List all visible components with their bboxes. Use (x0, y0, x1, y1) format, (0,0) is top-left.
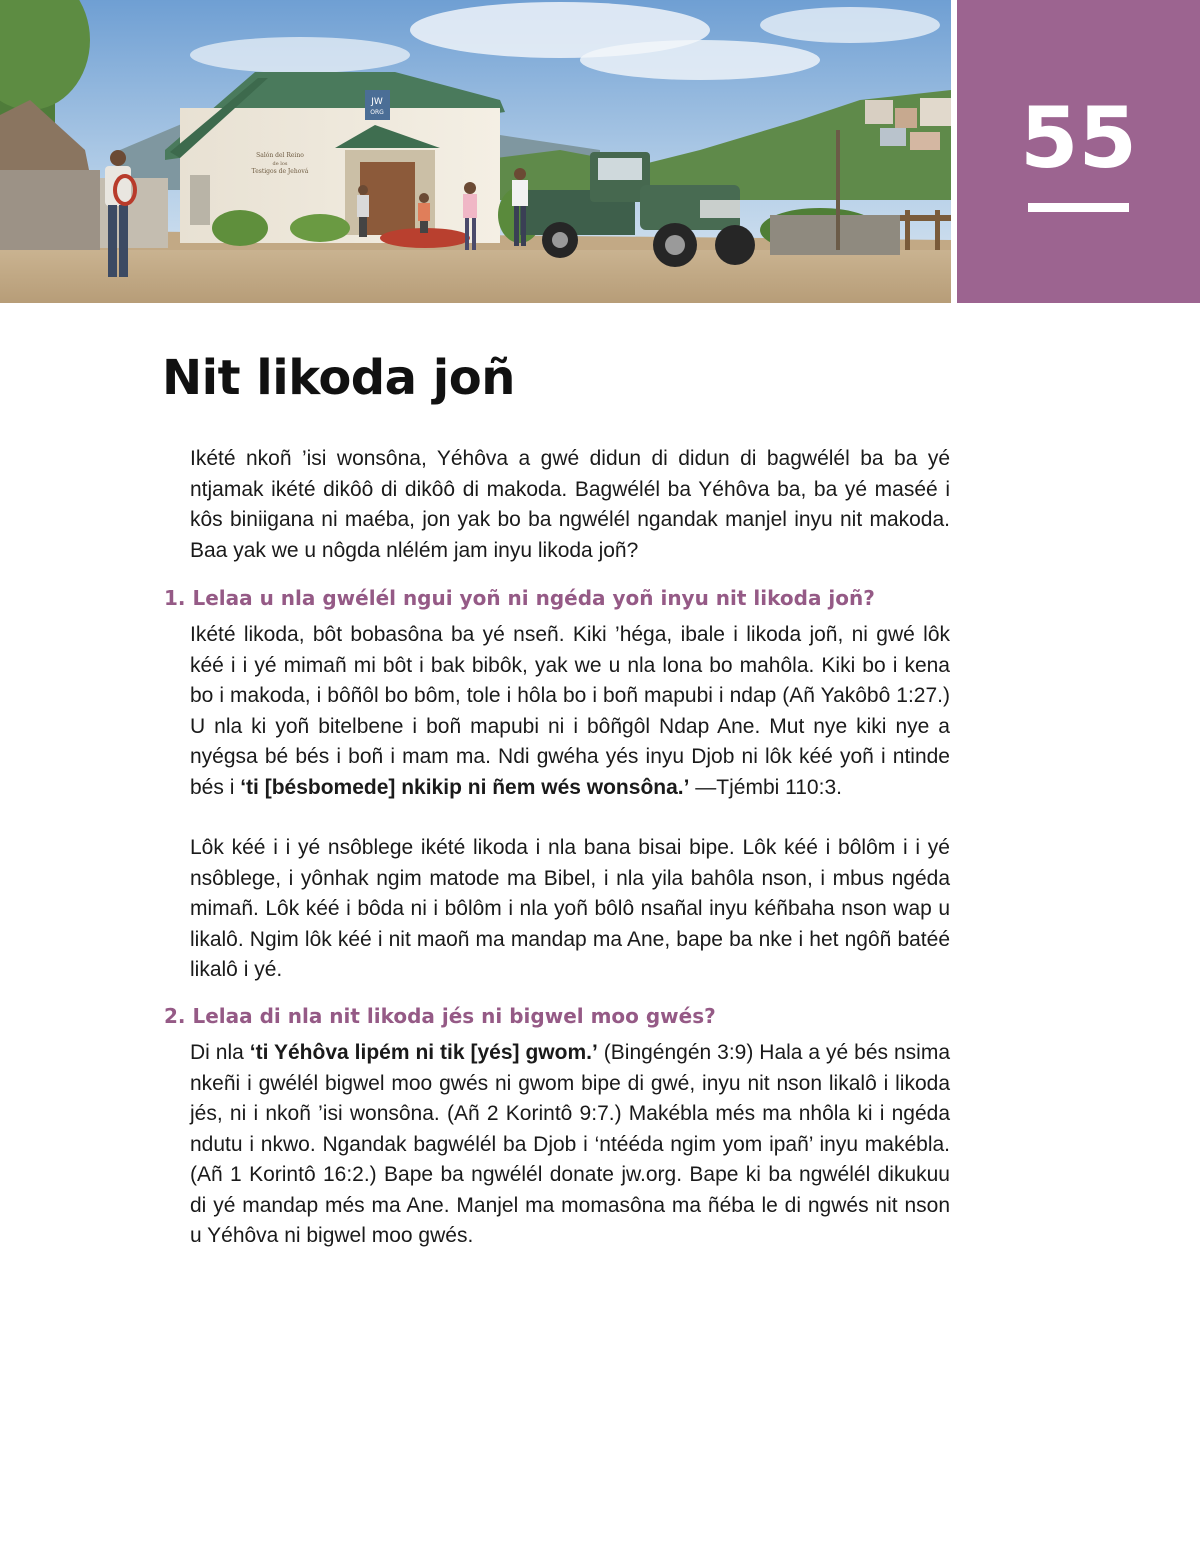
section-2-p1-quote: ‘ti Yéhôva lipém ni tik [yés] gwom.’ (249, 1041, 598, 1064)
jw-logo-bottom: ORG (370, 109, 384, 116)
section-1-p1-reference: —Tjémbi 110:3. (689, 775, 842, 799)
question-2-heading: 2. Lelaa di nla nit likoda jés ni bigwel moo gwés? (164, 1004, 716, 1028)
section-1-paragraph-1 (190, 620, 950, 803)
section-2-paragraph-1 (190, 1038, 950, 1252)
lesson-number-underline (1028, 203, 1129, 212)
intro-paragraph: Ikété nkoñ ’isi wonsôna, Yéhôva a gwé didun di didun di bagwélél ba ba yé ntjamak ikété dikôô di dikôô di makoda. Bagwélél ba Yéhôva ba, ba yé maséé i kôs biniigana ni maéba, jon yak bo ba ngwélél ngandak manjel inyu nit makoda. Baa yak we u nôgda nlélém jam inyu likoda joñ? (190, 447, 950, 562)
question-1-heading: 1. Lelaa u nla gwélél ngui yoñ ni ngéda yoñ inyu nit likoda joñ? (164, 586, 875, 610)
page-title: Nit likoda joñ (162, 350, 515, 406)
kingdom-hall-scene (0, 0, 951, 303)
hall-sign-line-1: Salón del Reino (256, 152, 304, 159)
section-1-p1-quote: ‘ti [bésbomede] nkikip ni ñem wés wonsôna.’ (240, 775, 690, 799)
hall-sign-line-2: de los (272, 161, 288, 167)
section-1-paragraph-2: Lôk kéé i i yé nsôblege ikété likoda i nla bana bisai bipe. Lôk kéé i bôlôm i i yé nsôblege, i yônhak ngim matode ma Bibel, i nla yila bahôla nson, i mbus ngéda mimañ. Lôk kéé i bôda ni i bôlôm i nla yoñ bôlô nsañal inyu kéñbaha nson wap u likalô. Ngim lôk kéé i nit maoñ ma mandap ma Ane, bape ba nke i het ngôñ batéé likalô i yé. (190, 836, 950, 981)
section-2-p1-lead: Di nla (190, 1041, 250, 1064)
hall-sign-line-3: Testigos de Jehová (251, 168, 309, 175)
lesson-number-panel (957, 0, 1200, 303)
section-1-p1-text: Ikété likoda, bôt bobasôna ba yé nseñ. Kiki ’héga, ibale i likoda joñ, ni gwé lôk kéé i i yé mimañ mi bôt i bak bibôk, yak we u nla lona bo mahôla. Kiki bo i kena bo i makoda, i bôñôl bo bôm, tole i hôla bo i boñ mapubi i ndap (Añ Yakôbô 1:27.) U nla ki yoñ bitelbene i boñ mapubi ni i bôñgôl Ndap Ane. Mut nye kiki nye a nyégsa bé bés i boñ i mam ma. Ndi gwéha yés inyu Djob ni lôk kéé yoñ i ntinde bés i (190, 623, 950, 799)
header-illustration (0, 0, 951, 303)
lesson-number: 55 (1020, 89, 1137, 187)
section-2-p1-text: (Bingéngén 3:9) Hala a yé bés nsima nkeñi i gwélél bigwel moo gwés ni gwom bipe di gwé, inyu nit nson likalô i likoda jés, ni i nkoñ ’isi wonsôna. (Añ 2 Korintô 9:7.) Makébla més ma nhôla ki i ngéda ndutu i nkwo. Ngandak bagwélél ba Djob i ‘ntééda ngim yom ipañ’ inyu makébla. (Añ 1 Korintô 16:2.) Bape ba ngwélél donate jw.org. Bape ki ba ngwélél dikukuu di yé mandap més ma Ane. Manjel ma momasôna ma ñéba le di ngwés nit nson u Yéhôva ni bigwel moo gwés. (190, 1041, 951, 1247)
jw-logo-top: JW (371, 97, 383, 107)
